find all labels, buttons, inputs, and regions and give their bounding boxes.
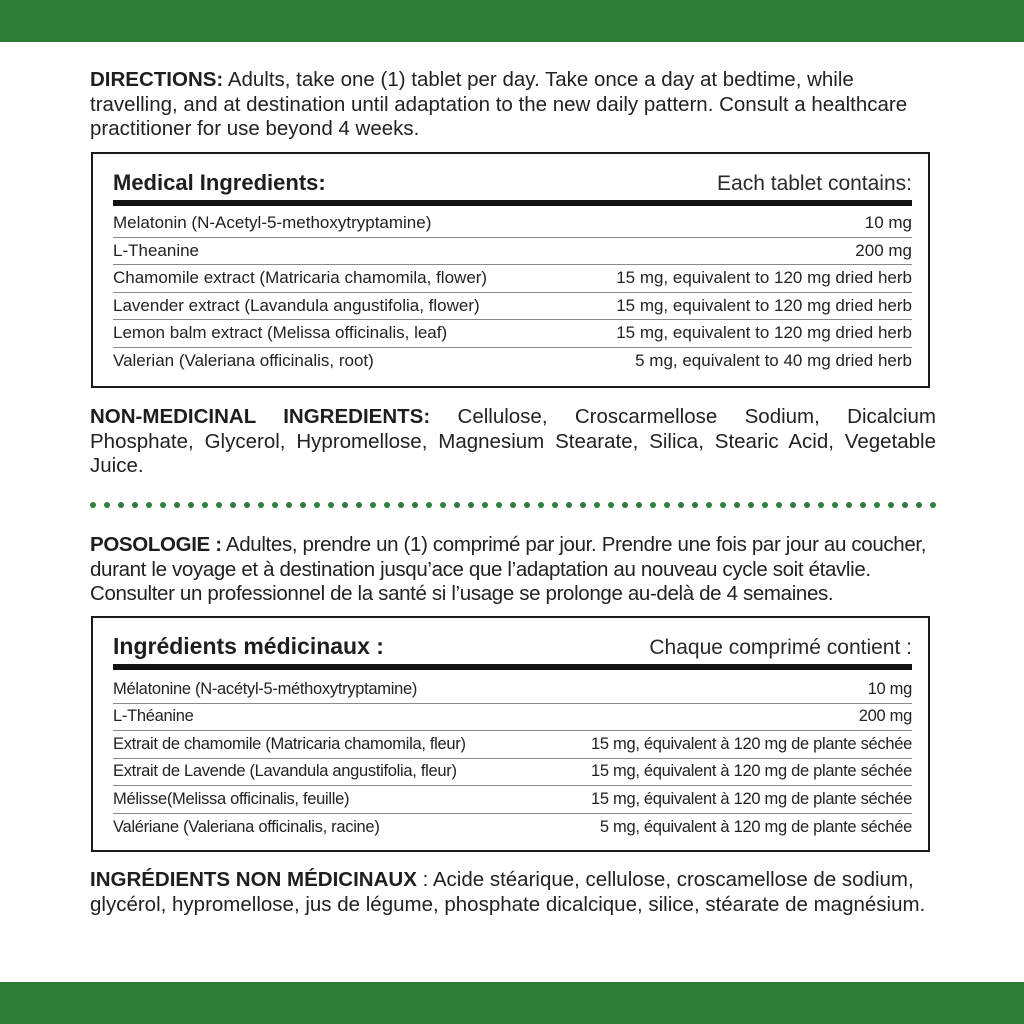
ingredient-row xyxy=(113,759,912,787)
divider-dot xyxy=(874,502,880,508)
ingredient-rows-fr xyxy=(113,676,912,841)
medical-ingredients-header-fr xyxy=(113,628,912,670)
divider-dot xyxy=(524,502,530,508)
ingredient-row xyxy=(113,704,912,732)
divider-dot xyxy=(776,502,782,508)
ingredient-name: Extrait de Lavende (Lavandula angustifolia, fleur) xyxy=(113,762,457,781)
ingredient-name: Valériane (Valeriana officinalis, racine) xyxy=(113,817,380,836)
ingredient-name: Lavender extract (Lavandula angustifolia, flower) xyxy=(113,295,480,315)
directions-paragraph xyxy=(90,68,936,142)
divider-dot xyxy=(930,502,936,508)
divider-dot xyxy=(748,502,754,508)
medical-ingredients-header-en xyxy=(113,164,912,206)
ingredient-name: L-Theanine xyxy=(113,240,200,260)
divider-dot xyxy=(720,502,726,508)
medical-ingredients-table-fr xyxy=(91,616,930,852)
ingredient-amount: 5 mg, equivalent to 40 mg dried herb xyxy=(635,351,912,371)
dotted-divider xyxy=(90,500,936,510)
non-medicinal-label-en: NON-MEDICINAL INGREDIENTS: xyxy=(90,405,431,428)
divider-dot xyxy=(90,502,96,508)
divider-dot xyxy=(356,502,362,508)
divider-dot xyxy=(580,502,586,508)
ingredient-row xyxy=(113,265,912,293)
ingredient-name: Mélisse(Melissa officinalis, feuille) xyxy=(113,789,350,808)
ingredient-name: Melatonin (N-Acetyl-5-methoxytryptamine) xyxy=(113,213,432,233)
divider-dot xyxy=(902,502,908,508)
divider-dot xyxy=(468,502,474,508)
divider-dot xyxy=(552,502,558,508)
divider-dot xyxy=(482,502,488,508)
ingredient-amount: 15 mg, équivalent à 120 mg de plante séchée xyxy=(591,762,912,781)
medical-ingredients-title-fr: Ingrédients médicinaux : xyxy=(113,633,384,659)
bottom-green-band xyxy=(0,982,1024,1024)
divider-dot xyxy=(804,502,810,508)
ingredient-name: L-Théanine xyxy=(113,707,194,726)
divider-dot xyxy=(370,502,376,508)
divider-dot xyxy=(636,502,642,508)
divider-dot xyxy=(510,502,516,508)
divider-dot xyxy=(412,502,418,508)
non-medicinal-text-en: Cellulose, Croscarmellose Sodium, Dicalcium Phosphate, Glycerol, Hypromellose, Magnesium Stearate, Silica, Stearic Acid, Vegetable Juice. xyxy=(90,405,937,477)
divider-dot xyxy=(622,502,628,508)
divider-dot xyxy=(426,502,432,508)
divider-dot xyxy=(188,502,194,508)
divider-dot xyxy=(916,502,922,508)
divider-dot xyxy=(734,502,740,508)
ingredient-amount: 10 mg xyxy=(867,679,912,698)
divider-dot xyxy=(832,502,838,508)
divider-dot xyxy=(118,502,124,508)
posologie-paragraph xyxy=(90,533,936,607)
divider-dot xyxy=(440,502,446,508)
divider-dot xyxy=(244,502,250,508)
divider-dot xyxy=(678,502,684,508)
divider-dot xyxy=(454,502,460,508)
divider-dot xyxy=(146,502,152,508)
divider-dot xyxy=(496,502,502,508)
ingredient-row xyxy=(113,348,912,376)
ingredient-amount: 200 mg xyxy=(858,707,912,726)
divider-dot xyxy=(286,502,292,508)
ingredient-row xyxy=(113,320,912,348)
divider-dot xyxy=(790,502,796,508)
ingredient-name: Chamomile extract (Matricaria chamomila, flower) xyxy=(113,268,488,288)
divider-dot xyxy=(132,502,138,508)
non-medicinal-paragraph-fr xyxy=(90,868,936,917)
divider-dot xyxy=(384,502,390,508)
each-tablet-contains-label: Each tablet contains: xyxy=(717,172,912,195)
divider-dot xyxy=(230,502,236,508)
ingredient-name: Extrait de chamomile (Matricaria chamomila, fleur) xyxy=(113,734,466,753)
ingredient-amount: 5 mg, équivalent à 120 mg de plante séchée xyxy=(599,817,912,836)
ingredient-row xyxy=(113,731,912,759)
ingredient-rows-en xyxy=(113,210,912,375)
ingredient-name: Valerian (Valeriana officinalis, root) xyxy=(113,351,374,371)
ingredient-name: Mélatonine (N-acétyl-5-méthoxytryptamine) xyxy=(113,679,418,698)
divider-dot xyxy=(300,502,306,508)
divider-dot xyxy=(860,502,866,508)
divider-dot xyxy=(342,502,348,508)
ingredient-name: Lemon balm extract (Melissa officinalis, leaf) xyxy=(113,323,448,343)
divider-dot xyxy=(314,502,320,508)
divider-dot xyxy=(566,502,572,508)
ingredient-row xyxy=(113,814,912,842)
ingredient-amount: 15 mg, equivalent to 120 mg dried herb xyxy=(616,323,912,343)
divider-dot xyxy=(692,502,698,508)
chaque-comprime-contient-label: Chaque comprimé contient : xyxy=(649,636,912,659)
divider-dot xyxy=(538,502,544,508)
ingredient-amount: 15 mg, equivalent to 120 mg dried herb xyxy=(616,295,912,315)
divider-dot xyxy=(258,502,264,508)
ingredient-row xyxy=(113,293,912,321)
ingredient-amount: 15 mg, équivalent à 120 mg de plante séchée xyxy=(591,734,912,753)
divider-dot xyxy=(846,502,852,508)
divider-dot xyxy=(104,502,110,508)
directions-text: Adults, take one (1) tablet per day. Take once a day at bedtime, while travelling, and at destination until adaptation to the new daily pattern. Consult a healthcare practitioner for use beyond 4 weeks. xyxy=(90,68,908,140)
non-medicinal-paragraph-en xyxy=(90,405,936,479)
ingredient-amount: 15 mg, équivalent à 120 mg de plante séchée xyxy=(591,789,912,808)
ingredient-amount: 15 mg, equivalent to 120 mg dried herb xyxy=(616,268,912,288)
divider-dot xyxy=(216,502,222,508)
directions-label: DIRECTIONS: xyxy=(90,68,224,91)
non-medicinal-text-fr: : Acide stéarique, cellulose, croscamellose de sodium, glycérol, hypromellose, jus de légume, phosphate dicalcique, silice, stéarate de magnésium. xyxy=(90,868,926,916)
posologie-text: Adultes, prendre un (1) comprimé par jour. Prendre une fois par jour au coucher, durant le voyage et à destination jusqu’ace que l’adaptation au nouveau cycle soit étavlie. Consulter un professionnel de la santé si l’usage se prolonge au-delà de 4 semaines. xyxy=(90,533,927,605)
divider-dot xyxy=(398,502,404,508)
divider-dot xyxy=(160,502,166,508)
ingredient-amount: 10 mg xyxy=(864,213,912,233)
non-medicinal-label-fr: INGRÉDIENTS NON MÉDICINAUX xyxy=(90,868,417,891)
divider-dot xyxy=(272,502,278,508)
divider-dot xyxy=(594,502,600,508)
divider-dot xyxy=(202,502,208,508)
divider-dot xyxy=(706,502,712,508)
divider-dot xyxy=(650,502,656,508)
divider-dot xyxy=(762,502,768,508)
divider-dot xyxy=(174,502,180,508)
ingredient-row xyxy=(113,676,912,704)
divider-dot xyxy=(888,502,894,508)
ingredient-row xyxy=(113,786,912,814)
divider-dot xyxy=(818,502,824,508)
posologie-label: POSOLOGIE : xyxy=(90,533,222,556)
ingredient-amount: 200 mg xyxy=(855,240,912,260)
top-green-band xyxy=(0,0,1024,42)
divider-dot xyxy=(328,502,334,508)
medical-ingredients-title-en: Medical Ingredients: xyxy=(113,170,326,195)
ingredient-row xyxy=(113,238,912,266)
ingredient-row xyxy=(113,210,912,238)
divider-dot xyxy=(664,502,670,508)
medical-ingredients-table-en xyxy=(91,152,930,388)
divider-dot xyxy=(608,502,614,508)
